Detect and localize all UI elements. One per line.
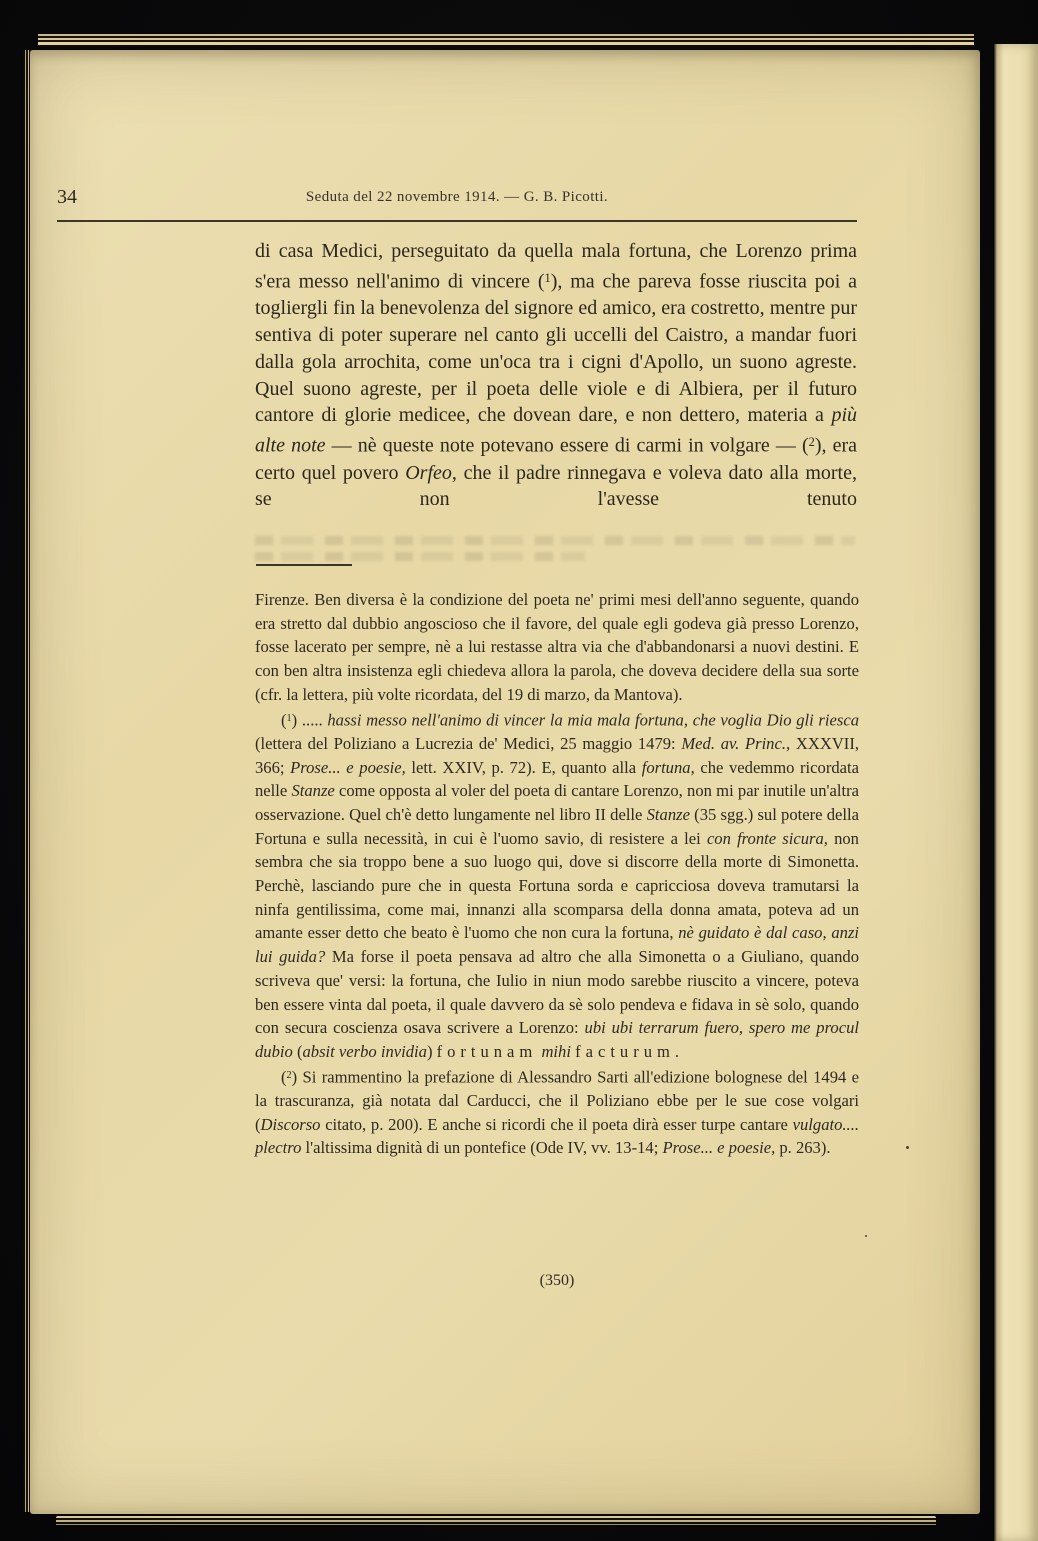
paper-sheet	[30, 50, 980, 1514]
footnote-separator-rule	[256, 564, 352, 566]
footnote-1: ($^1$) ..... hassi messo nell'animo di vincer la mia mala fortuna, che voglia Dio gli riesca (lettera del Poliziano a Lucrezia de' Medici, 25 maggio 1479: Med. av. Princ., XXXVII, 366; Prose... e poesie, lett. XXIV, p. 72). E, quanto alla fortuna, che vedemmo ricordata nelle Stanze come opposta al voler del poeta di cantare Lorenzo, non mi par inutile un'altra osservazione. Quel ch'è detto lungamente nel libro II delle Stanze (35 sgg.) sul potere della Fortuna e sulla necessità, in cui è l'uomo savio, di resistere a lei con fronte sicura, non sembra che sia troppo bene a suo luogo qui, dove si discorre della morte di Simonetta. Perchè, lasciando pure che in questa Fortuna sorda e capricciosa doveva tramutarsi la ninfa gentilissima, come mai, innanzi alla scomparsa della donna amata, poteva ad un amante esser detto che beato è l'uomo che non cura la fortuna, nè guidato è dal caso, anzi lui guida? Ma forse il poeta pensava ad altro che alla Simonetta o a Giuliano, quando scriveva que' versi: la fortuna, che Iulio in niun modo sarebbe riuscito a vincere, poteva ben essere vinta dal poeta, il quale davvero da sè solo pendeva e fidava in sè solo, quando con secura coscienza osava scrivere a Lorenzo: ubi ubi terrarum fuero, spero me procul dubio (absit verbo invidia) fortunam mihi facturum.	[255, 710, 860, 1061]
ink-bleedthrough-line	[255, 536, 855, 545]
page-number: 34	[57, 186, 77, 208]
footnote-continuation: Firenze. Ben diversa è la condizione del poeta ne' primi mesi dell'anno seguente, quando era stretto dal dubbio angoscioso che il favore, del quale egli godeva già presso Lorenzo, fosse lacerato per sempre, nè a lui restasse altra via che d'abbandonarsi a nuovi destini. E con ben altra insistenza egli chiedeva allora la parola, che doveva decidere della sua sorte (cfr. la lettera, più volte ricordata, del 19 di marzo, da Mantova).	[255, 590, 859, 704]
page-header	[57, 184, 857, 214]
footnotes-block	[255, 588, 859, 1160]
footnote-2: ($^2$) Si rammentino la prefazione di Alessandro Sarti all'edizione bolognese del 1494 e la trascuranza, già notata dal Carducci, che il Poliziano ebbe per le sue cose volgari (Discorso citato, p. 200). E anche si ricordi che il poeta dirà esser turpe cantare vulgato.... plectro l'altissima dignità di un pontefice (Ode IV, vv. 13-14; Prose... e poesie, p. 263).	[255, 1067, 859, 1158]
header-rule	[57, 220, 857, 222]
ink-bleedthrough-line	[255, 552, 585, 561]
paper-speck	[906, 1146, 909, 1149]
main-paragraph: di casa Medici, perseguitato da quella mala fortuna, che Lorenzo prima s'era messo nell'animo di vincere ($^1$), ma che pareva fosse riuscita poi a togliergli fin la benevolenza del signore ed amico, era costretto, mentre pur sentiva di poter superare nel canto gli uccelli del Caistro, a mandar fuori dalla gola arrochita, come un'oca tra i cigni d'Apollo, un suono agreste. Quel suono agreste, per il poeta delle viole e di Albiera, per il futuro cantore di glorie medicee, che dovean dare, e non dettero, materia a più alte note — nè queste note potevano essere di carmi in volgare — ($^2$), era certo quel povero Orfeo, che il padre rinnegava e voleva dato alla morte, se non l'avesse tenuto	[255, 240, 857, 511]
running-header-title: Seduta del 22 novembre 1914. — G. B. Picotti.	[305, 189, 609, 205]
page-stack-bottom-edge	[56, 1516, 936, 1532]
facing-page-edge	[994, 44, 1038, 1541]
paper-speck	[865, 1235, 867, 1237]
footer-page-reference: (350)	[539, 1272, 575, 1289]
